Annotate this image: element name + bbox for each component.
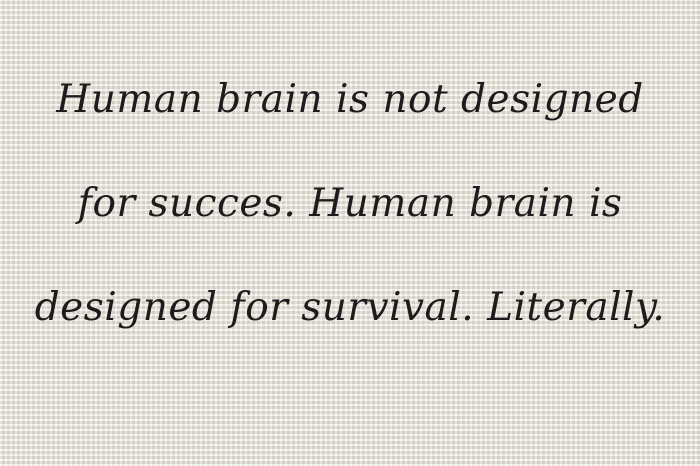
quote-text [0, 62, 700, 374]
quote-line-3: designed for survival. Literally. [34, 285, 666, 330]
quote-line-2: for succes. Human brain is [77, 181, 623, 226]
quote-line-1: Human brain is not designed [56, 77, 644, 122]
